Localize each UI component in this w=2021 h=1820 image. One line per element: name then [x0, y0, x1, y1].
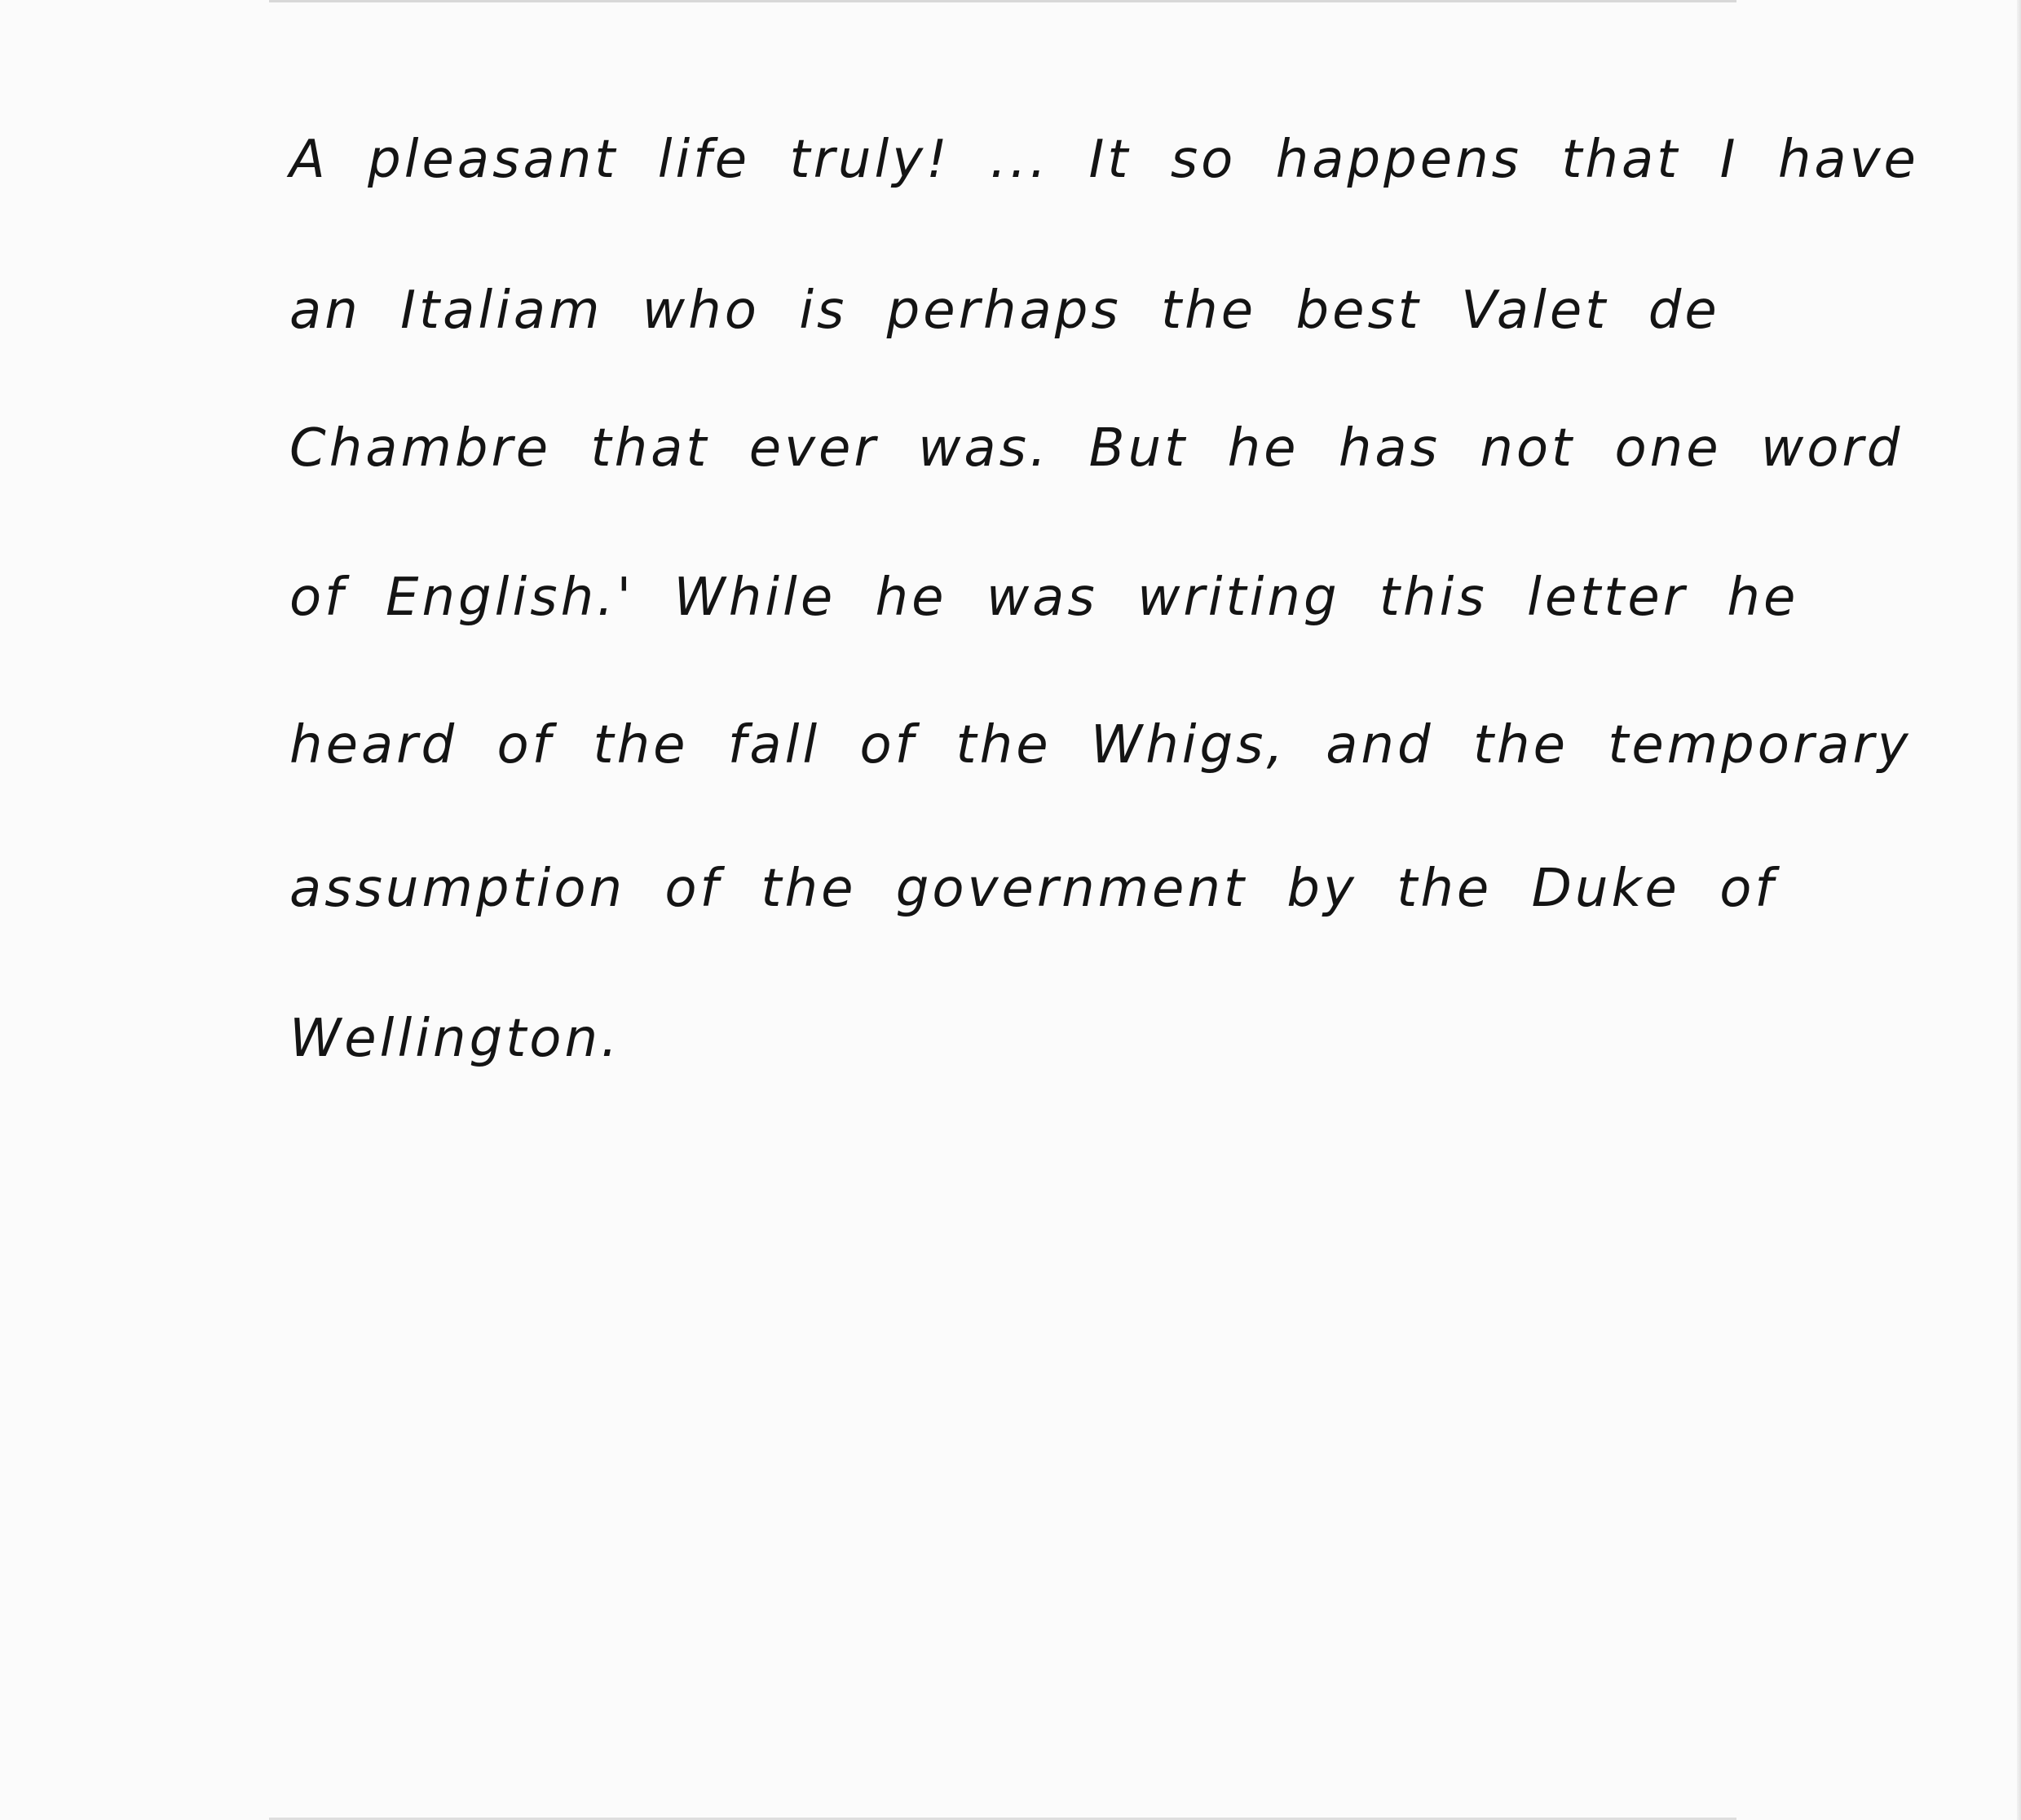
scan-right-edge	[2017, 0, 2021, 1820]
text-line-1: A pleasant life truly! ... It so happens that I have	[289, 130, 1919, 190]
text-line-3: Chambre that ever was. But he has not one word	[289, 418, 1904, 479]
text-line-2: an Italiam who is perhaps the best Valet de	[289, 281, 1720, 341]
text-line-6: assumption of the government by the Duke of	[289, 859, 1776, 919]
text-line-5: heard of the fall of the Whigs, and the temporary	[289, 715, 1912, 775]
scan-top-edge	[269, 0, 1736, 2]
text-line-4: of English.' While he was writing this letter he	[289, 568, 1799, 628]
text-line-7: Wellington.	[289, 1009, 621, 1069]
